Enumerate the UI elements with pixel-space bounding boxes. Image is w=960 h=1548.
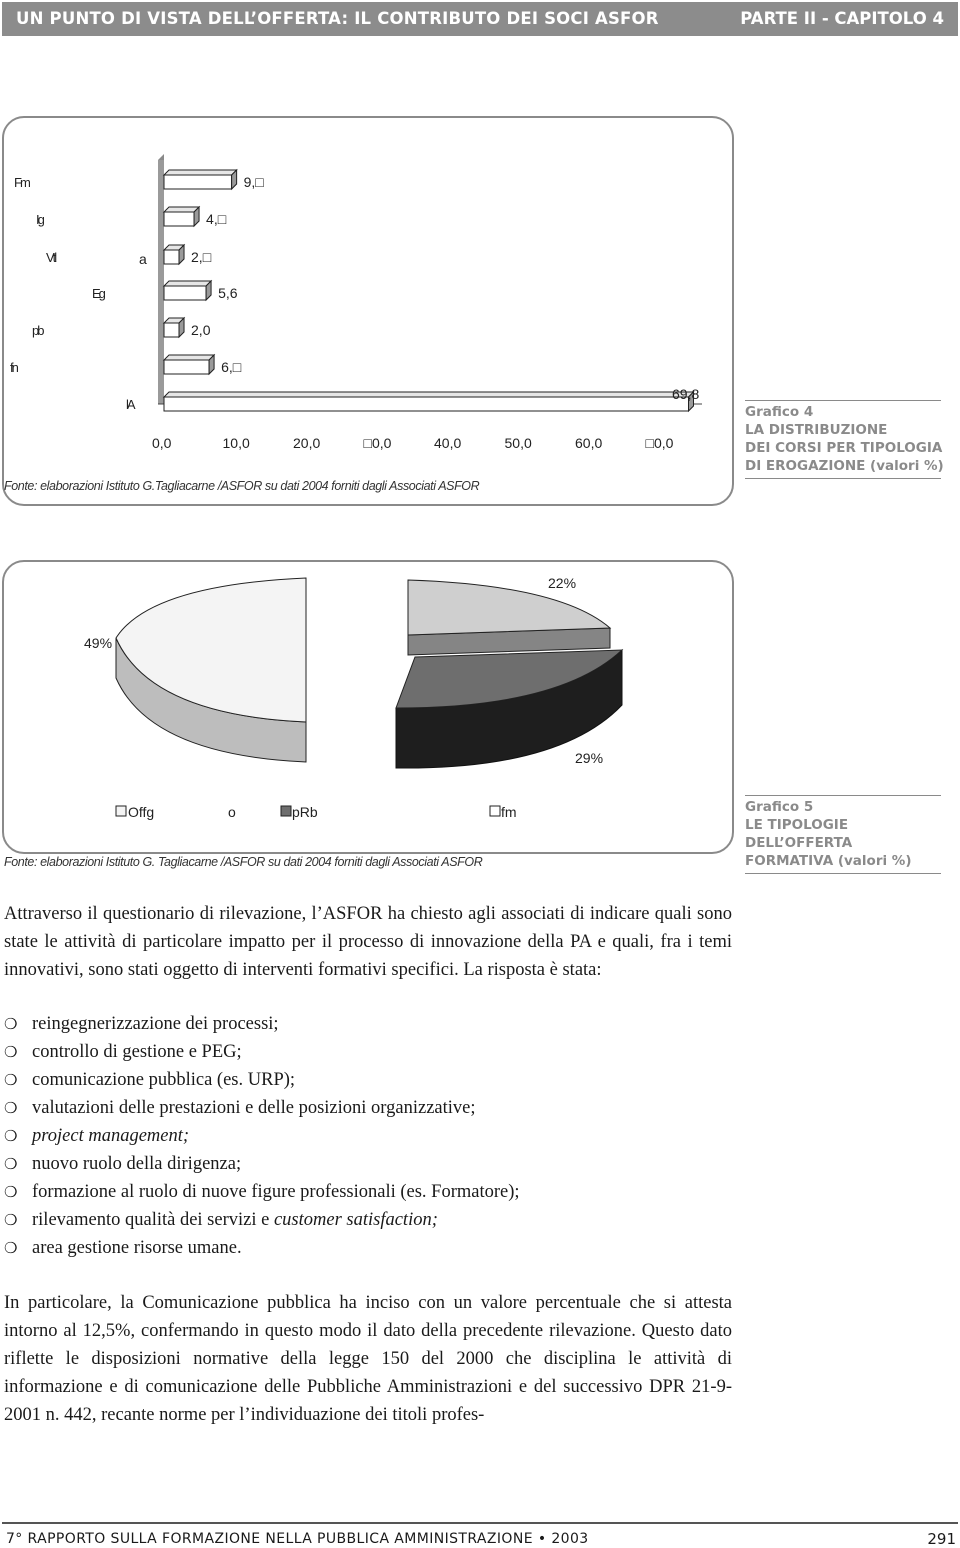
list-item-text: reingegnerizzazione dei processi; [32, 1014, 279, 1034]
pie-label-29: 29% [575, 750, 604, 766]
caption-rule-top [745, 400, 941, 401]
x-tick-label: 60,0 [575, 435, 603, 451]
pie-chart [0, 540, 760, 860]
legend-label: o [228, 804, 236, 820]
caption-line: LA DISTRIBUZIONE [745, 422, 888, 438]
bar-5 [164, 318, 184, 337]
bullet-icon: ❍ [4, 1239, 18, 1257]
bullet-icon: ❍ [4, 1043, 18, 1061]
bar-data-label: 9,□ [243, 174, 264, 190]
bullet-icon: ❍ [4, 1015, 18, 1033]
bullet-icon: ❍ [4, 1127, 18, 1145]
list-item [4, 1094, 520, 1122]
bar-data-label: 4,□ [206, 211, 227, 227]
bar-chart-wall-face [158, 160, 164, 404]
list-item-text-part: rilevamento qualità dei servizi e [32, 1210, 274, 1230]
legend-swatch [281, 806, 291, 816]
bar-front [164, 397, 688, 411]
legend-swatch [490, 806, 500, 816]
bar-data-label: 5,6 [218, 285, 238, 301]
legend-label: pRb [292, 804, 318, 820]
caption-line: FORMATIVA (valori %) [745, 853, 912, 869]
bar-category-label: Ig [36, 212, 43, 227]
paragraph-intro: Attraverso il questionario di rilevazione, l’ASFOR ha chiesto agli associati di indicare quali sono state le attività di particolare impatto per il processo di innovazione della PA e quali, fra i temi innovativi, sono stati oggetto di interventi formativi specifici. La risposta è stata: [4, 904, 732, 980]
bar-top-face [164, 355, 214, 360]
list-item-text [32, 1206, 438, 1234]
list-item-text: controllo di gestione e PEG; [32, 1042, 242, 1062]
bar-category-label: Eg [92, 286, 104, 301]
bar-category-label: lA [126, 397, 134, 412]
list-item [4, 1066, 520, 1094]
pie-slice-22-top [408, 580, 610, 635]
figure-source: Fonte: elaborazioni Istituto G. Tagliacarne /ASFOR su dati 2004 forniti dagli Associati ASFOR [4, 855, 483, 869]
figure-source: Fonte: elaborazioni Istituto G.Tagliacarne /ASFOR su dati 2004 forniti dagli Associati ASFOR [4, 479, 480, 493]
caption-rule-bottom [745, 873, 941, 874]
caption-number: Grafico 4 [745, 404, 814, 420]
x-tick-label: □0,0 [645, 435, 674, 451]
list-item-text: area gestione risorse umane. [32, 1238, 242, 1258]
topic-list [4, 1010, 520, 1262]
bullet-icon: ❍ [4, 1071, 18, 1089]
bullet-icon: ❍ [4, 1183, 18, 1201]
caption-line: DI EROGAZIONE (valori %) [745, 458, 944, 474]
list-item [4, 1206, 520, 1234]
bar-3 [164, 245, 184, 264]
caption-line: DEI CORSI PER TIPOLOGIA [745, 440, 943, 456]
list-item [4, 1178, 520, 1206]
bar-category-label: Vtl [46, 250, 56, 265]
bar-top-face [164, 170, 237, 175]
bar-front [164, 286, 206, 300]
page-footer [2, 1522, 958, 1548]
list-item-text: project management; [32, 1126, 190, 1146]
legend-label: Offg [128, 804, 155, 820]
bar-front [164, 175, 232, 189]
list-item [4, 1010, 520, 1038]
bar-7 [164, 392, 693, 411]
bar-6 [164, 355, 214, 374]
bar-data-label: 2,□ [191, 249, 212, 265]
list-item [4, 1038, 520, 1066]
bullet-icon: ❍ [4, 1155, 18, 1173]
bar-front [164, 323, 179, 337]
legend-swatch [116, 806, 126, 816]
x-tick-label: □0,0 [363, 435, 392, 451]
list-item [4, 1122, 520, 1150]
list-item-text: comunicazione pubblica (es. URP); [32, 1070, 296, 1090]
bar-category-label: pb [32, 323, 43, 338]
bar-2 [164, 207, 199, 226]
list-item-text: valutazioni delle prestazioni e delle posizioni organizzative; [32, 1098, 476, 1118]
bar-front [164, 212, 194, 226]
header-chapter-title: UN PUNTO DI VISTA DELL’OFFERTA: IL CONTRIBUTO DEI SOCI ASFOR [16, 9, 659, 28]
bar-category-label: fn [10, 360, 17, 375]
header-part-label: PARTE II - CAPITOLO 4 [740, 9, 944, 28]
footer-title: 7° RAPPORTO SULLA FORMAZIONE NELLA PUBBLICA AMMINISTRAZIONE • 2003 [6, 1531, 589, 1547]
bar-top-face [164, 207, 199, 212]
bullet-icon: ❍ [4, 1211, 18, 1229]
x-tick-label: 50,0 [504, 435, 532, 451]
bar-data-label: 6,□ [221, 359, 242, 375]
x-tick-label: 20,0 [293, 435, 321, 451]
caption-rule-bottom [745, 478, 941, 479]
figure-caption-5 [745, 795, 955, 874]
bar-front [164, 360, 209, 374]
list-item [4, 1234, 520, 1262]
pie-label-49: 49% [84, 635, 113, 651]
bar-1 [164, 170, 237, 189]
bar-category-label: Fm [14, 175, 29, 190]
paragraph-detail: In particolare, la Comunicazione pubblica ha inciso con un valore percentuale che si attesta intorno al 12,5%, confermando in questo modo il dato della precedente rilevazione. Questo dato riflette le disposizioni normative della legge 150 del 2000 che disciplina le attività di informazione e di comunicazione delle Pubbliche Amministrazioni e del successivo DPR 21-9-2001 n. 442, recante norme per l’individuazione dei titoli profes- [4, 1293, 732, 1425]
caption-line: LE TIPOLOGIE DELL’OFFERTA [745, 817, 853, 851]
caption-number: Grafico 5 [745, 799, 814, 815]
bar-data-label: 69,8 [672, 386, 700, 402]
x-tick-label: 10,0 [222, 435, 250, 451]
bar-top-face [164, 281, 211, 286]
list-item-text-italic: customer satisfaction; [273, 1210, 438, 1230]
x-tick-label: 40,0 [434, 435, 462, 451]
figure-caption-4 [745, 400, 955, 479]
legend-label: fm [501, 804, 517, 820]
page-number: 291 [927, 1530, 956, 1548]
list-item-text: formazione al ruolo di nuove figure professionali (es. Formatore); [32, 1182, 520, 1202]
bar-data-label: 2,0 [191, 322, 211, 338]
bar-front [164, 250, 179, 264]
bar-top-face [164, 392, 693, 397]
pie-label-22: 22% [548, 575, 577, 591]
x-tick-label: 0,0 [152, 435, 172, 451]
bullet-icon: ❍ [4, 1099, 18, 1117]
bar-4 [164, 281, 211, 300]
caption-rule-top [745, 795, 941, 796]
bar-chart-extra-label: a [139, 251, 147, 267]
list-item-text: nuovo ruolo della dirigenza; [32, 1154, 242, 1174]
list-item [4, 1150, 520, 1178]
